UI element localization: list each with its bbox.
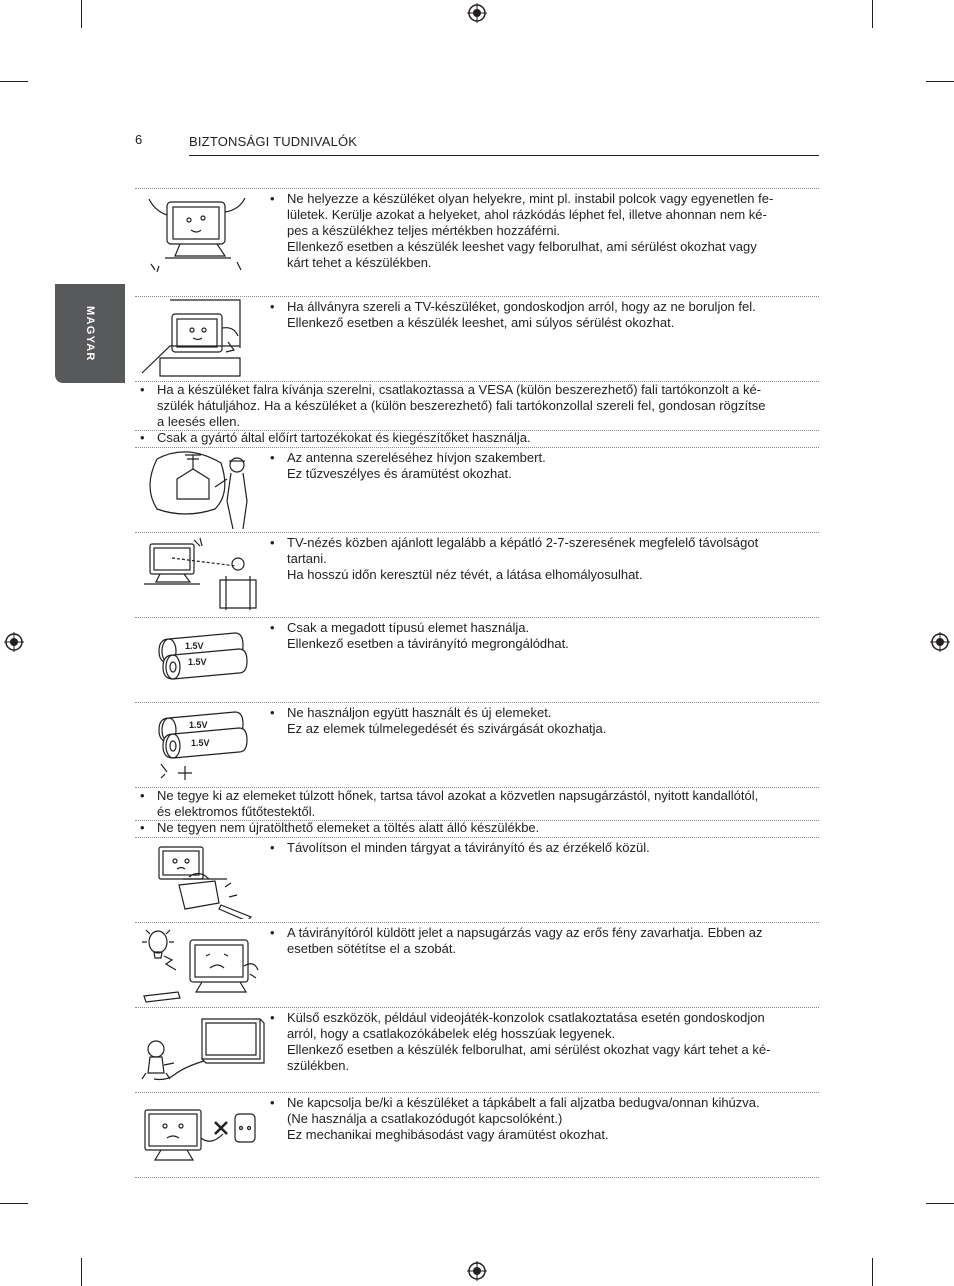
text-line: Ez mechanikai meghibásodást vagy áramütést okozhat. — [287, 1127, 609, 1142]
bullet-text: • Ha a készüléket falra kívánja szerelni, csatlakoztassa a VESA (külön beszerezhető) fali tartókonzolt a ké- szülék hátuljához. Ha a készüléket a (külön beszerezhető) fali tartókonzollal szereli fel, gondosan rögzítse a leesés ellen. — [157, 382, 807, 430]
safety-item — [135, 449, 819, 531]
safety-item — [135, 190, 819, 295]
crop-mark — [0, 81, 28, 82]
separator — [135, 447, 819, 448]
separator — [135, 296, 819, 297]
text-line: Ellenkező esetben a távirányító megrongálódhat. — [287, 636, 569, 651]
text-line: A távirányítóról küldött jelet a napsugárzás vagy az erős fény zavarhatja. Ebben az — [287, 925, 763, 940]
console-cable-icon — [140, 1015, 265, 1085]
text-line: Csak a gyártó által előírt tartozékokat és kiegészítőket használja. — [157, 430, 531, 445]
bullet-text: • TV-nézés közben ajánlott legalább a képátló 2-7-szeresének megfelelő távolságot tartani. Ha hosszú időn keresztül néz tévét, a látása elhomályosulhat. — [287, 535, 807, 583]
text-line: Ne tegye ki az elemeket túlzott hőnek, tartsa távol azokat a közvetlen napsugárzástól, nyitott kandallótól, — [157, 788, 759, 803]
text-line: pes a készülékhez teljes mértékben hozzáférni. — [287, 223, 561, 238]
text-line: a leesés ellen. — [157, 414, 241, 429]
bullet-text: • Csak a megadott típusú elemet használja. Ellenkező esetben a távirányító megrongálódhat. — [287, 620, 807, 652]
power-plug-icon — [143, 1108, 259, 1166]
text-line: lületek. Kerülje azokat a helyeket, ahol rázkódás léphet fel, illetve ahonnan nem ké- — [287, 207, 767, 222]
registration-mark-icon — [467, 3, 487, 23]
separator — [135, 702, 819, 703]
bullet-text: • Ne kapcsolja be/ki a készüléket a tápkábelt a fali aljzatba bedugva/onnan kihúzva. (Ne használja a csatlakozódugót kapcsolóként.) Ez mechanikai meghibásodást vagy áramütést okozhat. — [287, 1095, 807, 1143]
crop-mark — [926, 1203, 954, 1204]
text-line: arról, hogy a csatlakozókábelek elég hosszúak legyenek. — [287, 1026, 616, 1041]
safety-item — [135, 1009, 819, 1091]
text-line: Az antenna szereléséhez hívjon szakembert. — [287, 450, 546, 465]
text-line: Ez tűzveszélyes és áramütést okozhat. — [287, 466, 512, 481]
text-line: és elektromos fűtőtestektől. — [157, 804, 316, 819]
battery-label: 1.5V — [189, 720, 208, 730]
batteries-icon — [155, 631, 250, 689]
bullet-text: • Ne tegyen nem újratölthető elemeket a töltés alatt álló készülékbe. — [157, 820, 807, 836]
crop-mark — [872, 0, 873, 28]
bullet-text: • Külső eszközök, például videojáték-konzolok csatlakoztatása esetén gondoskodjon arról, hogy a csatlakozókábelek elég hosszúak legyenek. Ellenkező esetben a készülék felborulhat, ami sérülést okozhat vagy kárt tehet a ké- szülékben. — [287, 1010, 807, 1074]
text-line: Ne használjon együtt használt és új elemeket. — [287, 705, 552, 720]
text-line: Ha hosszú időn keresztül néz tévét, a látása elhomályosulhat. — [287, 567, 643, 582]
antenna-technician-icon — [147, 449, 257, 531]
section-title: BIZTONSÁGI TUDNIVALÓK — [189, 134, 358, 149]
separator — [135, 617, 819, 618]
text-line: TV-nézés közben ajánlott legalább a képátló 2-7-szeresének megfelelő távolságot — [287, 535, 759, 550]
safety-item — [135, 534, 819, 616]
separator — [135, 1177, 819, 1178]
text-line: tartani. — [287, 551, 327, 566]
blocked-remote-sensor-icon — [155, 843, 255, 919]
text-line: Ne tegyen nem újratölthető elemeket a töltés alatt álló készülékbe. — [157, 820, 540, 835]
language-tab — [55, 284, 125, 383]
safety-item — [135, 788, 819, 820]
wobbly-tv-icon — [145, 190, 255, 275]
safety-item — [135, 382, 819, 430]
page-number: 6 — [135, 132, 143, 147]
safety-item — [135, 430, 819, 447]
text-line: Távolítson el minden tárgyat a távirányító és az érzékelő közül. — [287, 840, 650, 855]
separator — [135, 188, 819, 189]
bullet-text: • Ne tegye ki az elemeket túlzott hőnek, tartsa távol azokat a közvetlen napsugárzástól, nyitott kandallótól, és elektromos fűtőtestektől. — [157, 788, 807, 820]
safety-item — [135, 820, 819, 837]
text-line: Ellenkező esetben a készülék leeshet vagy felborulhat, ami sérülést okozhat vagy — [287, 239, 757, 254]
text-line: Külső eszközök, például videojáték-konzolok csatlakoztatása esetén gondoskodjon — [287, 1010, 765, 1025]
registration-mark-icon — [4, 632, 24, 652]
text-line: esetben sötétítse el a szobát. — [287, 941, 457, 956]
registration-mark-icon — [930, 632, 950, 652]
safety-item — [135, 298, 819, 380]
text-line: kárt tehet a készülékben. — [287, 255, 432, 270]
safety-item — [135, 619, 819, 701]
crop-mark — [0, 1203, 28, 1204]
separator — [135, 837, 819, 838]
safety-item — [135, 924, 819, 1006]
bright-light-tv-icon — [140, 926, 260, 1004]
viewing-distance-icon — [140, 536, 260, 614]
tv-on-stand-icon — [140, 298, 250, 378]
text-line: Ne helyezze a készüléket olyan helyekre, mint pl. instabil polcok vagy egyenetlen fe- — [287, 191, 774, 206]
crop-mark — [81, 0, 82, 28]
separator — [135, 532, 819, 533]
separator — [135, 922, 819, 923]
separator — [135, 1007, 819, 1008]
registration-mark-icon — [467, 1261, 487, 1281]
separator — [135, 1092, 819, 1093]
text-line: Csak a megadott típusú elemet használja. — [287, 620, 530, 635]
text-line: Ellenkező esetben a készülék leeshet, ami súlyos sérülést okozhat. — [287, 315, 675, 330]
crop-mark — [872, 1258, 873, 1286]
crop-mark — [926, 81, 954, 82]
safety-item — [135, 1094, 819, 1176]
language-label: MAGYAR — [84, 305, 96, 362]
text-line: Ez az elemek túlmelegedését és szivárgását okozhatja. — [287, 721, 607, 736]
text-line: Ha állványra szereli a TV-készüléket, gondoskodjon arról, hogy az ne boruljon fel. — [287, 299, 756, 314]
bullet-text: • Csak a gyártó által előírt tartozékokat és kiegészítőket használja. — [157, 430, 807, 446]
bullet-text: • Ne használjon együtt használt és új elemeket. Ez az elemek túlmelegedését és szivárgását okozhatja. — [287, 705, 807, 737]
crop-mark — [81, 1258, 82, 1286]
text-line: (Ne használja a csatlakozódugót kapcsolóként.) — [287, 1111, 563, 1126]
bullet-text: • A távirányítóról küldött jelet a napsugárzás vagy az erős fény zavarhatja. Ebben az esetben sötétítse el a szobát. — [287, 925, 807, 957]
mixed-batteries-icon — [155, 708, 250, 782]
bullet-text: • Ne helyezze a készüléket olyan helyekre, mint pl. instabil polcok vagy egyenetlen fe- lületek. Kerülje azokat a helyeket, ahol rázkódás léphet fel, illetve ahonnan nem ké- pes a készülékhez teljes mértékben hozzáférni. Ellenkező esetben a készülék leeshet vagy felborulhat, ami sérülést okozhat vagy kárt tehet a készülékben. — [287, 191, 807, 271]
header-rule — [189, 155, 819, 156]
text-line: Ellenkező esetben a készülék felborulhat, ami sérülést okozhat vagy kárt tehet a ké- — [287, 1042, 771, 1057]
bullet-text: • Az antenna szereléséhez hívjon szakembert. Ez tűzveszélyes és áramütést okozhat. — [287, 450, 807, 482]
text-line: Ha a készüléket falra kívánja szerelni, csatlakoztassa a VESA (külön beszerezhető) fali tartókonzolt a ké- — [157, 382, 762, 397]
safety-item — [135, 704, 819, 786]
safety-item — [135, 839, 819, 921]
bullet-text: • Távolítson el minden tárgyat a távirányító és az érzékelő közül. — [287, 840, 807, 856]
bullet-text: • Ha állványra szereli a TV-készüléket, gondoskodjon arról, hogy az ne boruljon fel. Ellenkező esetben a készülék leeshet, ami súlyos sérülést okozhat. — [287, 299, 807, 331]
battery-label: 1.5V — [185, 641, 204, 651]
text-line: szülék hátuljához. Ha a készüléket a (külön beszerezhető) fali tartókonzollal szereli fel, gondosan rögzítse — [157, 398, 766, 413]
battery-label: 1.5V — [188, 657, 207, 667]
battery-label: 1.5V — [191, 738, 210, 748]
text-line: Ne kapcsolja be/ki a készüléket a tápkábelt a fali aljzatba bedugva/onnan kihúzva. — [287, 1095, 760, 1110]
text-line: szülékben. — [287, 1058, 350, 1073]
